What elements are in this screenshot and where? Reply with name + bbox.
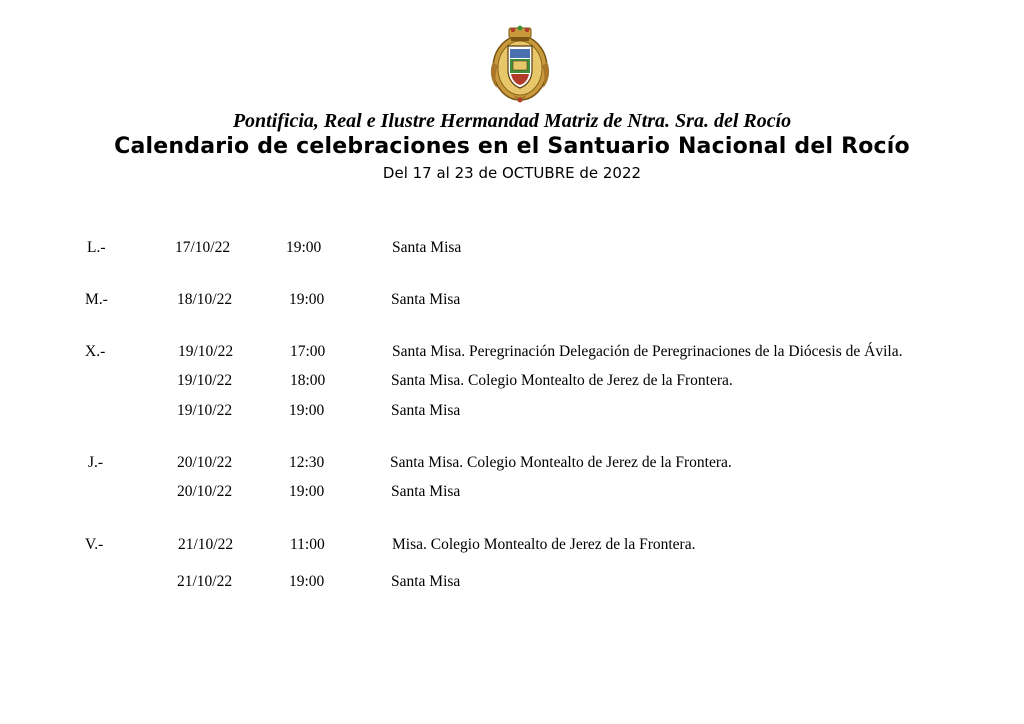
row-day: J.-	[88, 454, 104, 471]
row-time: 12:30	[289, 454, 325, 471]
row-time: 19:00	[289, 483, 325, 500]
row-date: 20/10/22	[177, 454, 233, 471]
row-date: 18/10/22	[177, 291, 233, 308]
row-date: 19/10/22	[178, 343, 234, 360]
row-event: Santa Misa	[392, 239, 462, 256]
row-time: 19:00	[289, 291, 325, 308]
row-time: 11:00	[290, 536, 325, 553]
page-title: Calendario de celebraciones en el Santuario Nacional del Rocío	[114, 134, 910, 159]
row-date: 20/10/22	[177, 483, 233, 500]
row-date: 17/10/22	[175, 239, 231, 256]
row-day: M.-	[85, 291, 108, 308]
row-event: Santa Misa. Colegio Montealto de Jerez de la Frontera.	[390, 454, 732, 471]
row-time: 17:00	[290, 343, 326, 360]
row-event: Santa Misa	[391, 483, 461, 500]
row-event: Santa Misa	[391, 573, 461, 590]
brotherhood-crest	[489, 22, 551, 106]
row-event: Santa Misa	[391, 402, 461, 419]
row-date: 19/10/22	[177, 402, 233, 419]
brotherhood-name: Pontificia, Real e Ilustre Hermandad Matriz de Ntra. Sra. del Rocío	[232, 110, 792, 132]
row-date: 21/10/22	[178, 536, 234, 553]
row-date: 21/10/22	[177, 573, 233, 590]
row-date: 19/10/22	[177, 372, 233, 389]
row-time: 18:00	[290, 372, 326, 389]
row-event: Santa Misa	[391, 291, 461, 308]
row-day: X.-	[85, 343, 106, 360]
date-range: Del 17 al 23 de OCTUBRE de 2022	[382, 164, 642, 182]
row-time: 19:00	[286, 239, 322, 256]
row-day: V.-	[85, 536, 104, 553]
row-day: L.-	[87, 239, 106, 256]
row-time: 19:00	[289, 402, 325, 419]
row-time: 19:00	[289, 573, 325, 590]
row-event: Santa Misa. Colegio Montealto de Jerez de la Frontera.	[391, 372, 733, 389]
row-event: Santa Misa. Peregrinación Delegación de Peregrinaciones de la Diócesis de Ávila.	[392, 343, 903, 360]
row-event: Misa. Colegio Montealto de Jerez de la Frontera.	[392, 536, 696, 553]
